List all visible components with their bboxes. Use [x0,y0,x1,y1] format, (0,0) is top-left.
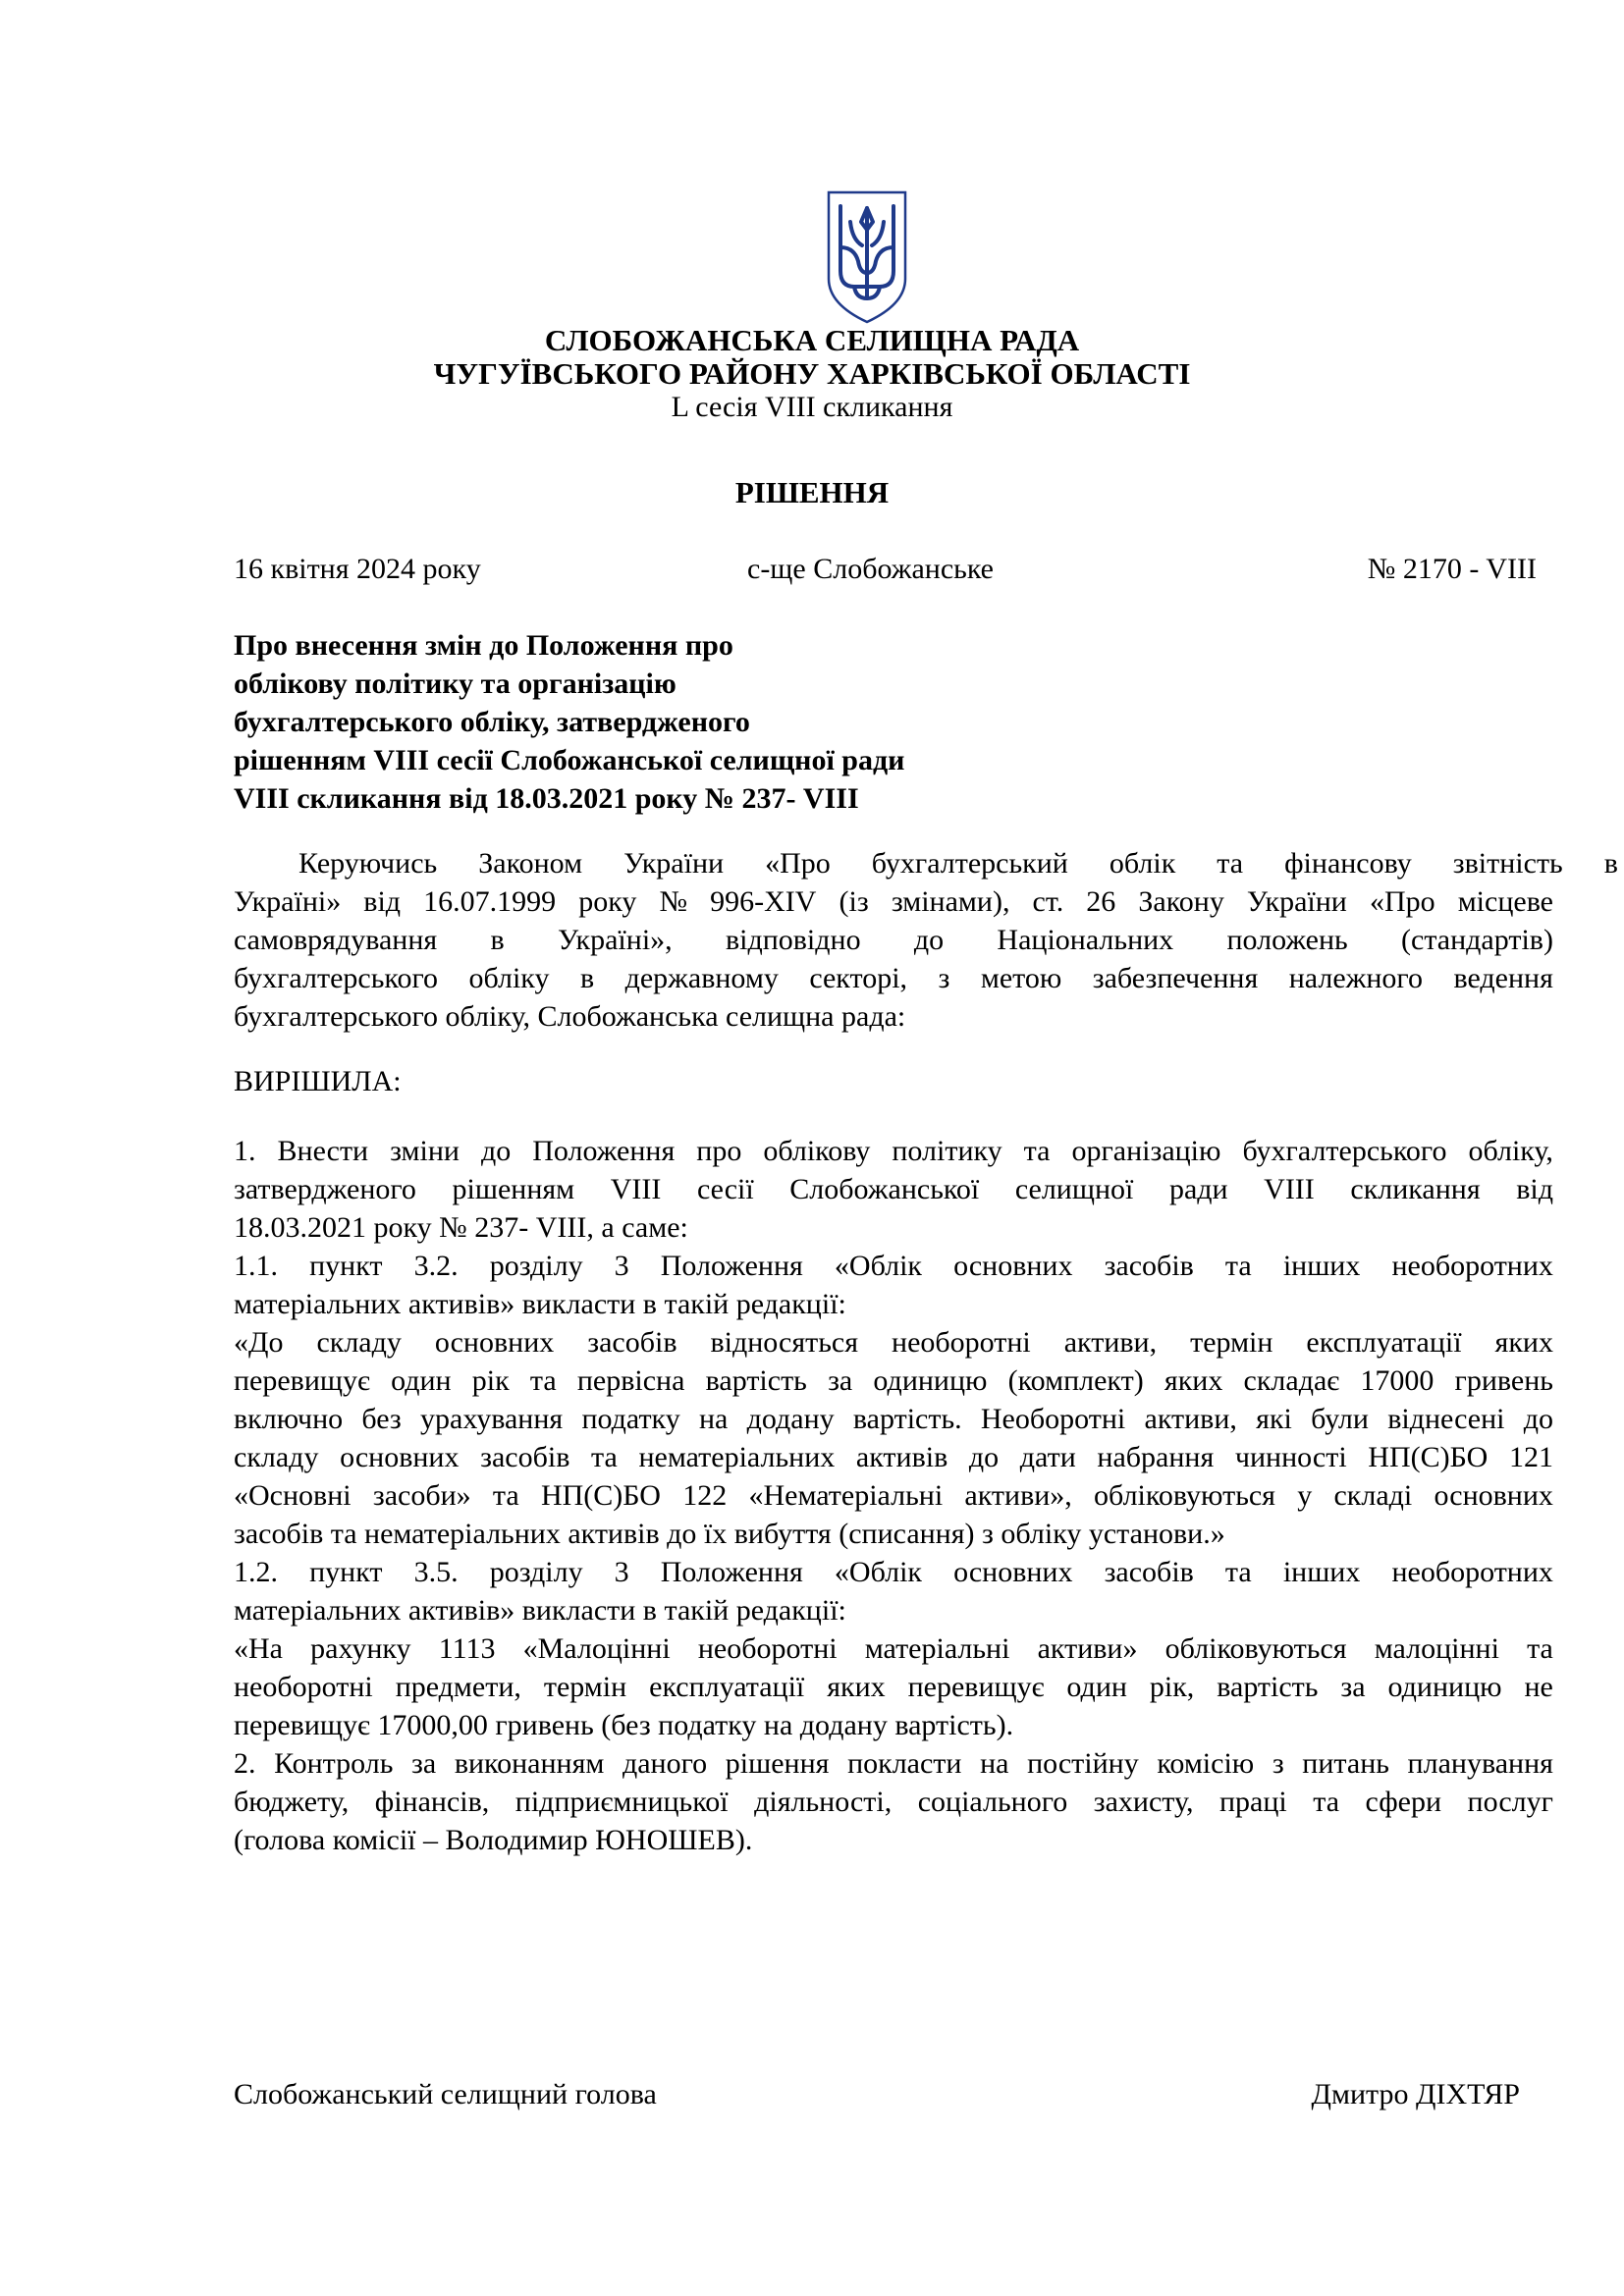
word: перевищує [907,1671,1045,1703]
word: (із [839,885,869,918]
word: активи, [1063,1326,1158,1359]
word: відносяться [710,1326,859,1359]
word: предмети, [395,1671,521,1703]
word: 1113 [438,1632,496,1665]
word: Контроль [274,1747,394,1780]
word: вартість. [852,1403,962,1435]
word: затвердженого [234,1173,416,1205]
word: в [1603,847,1618,880]
word: 3.2. [413,1250,459,1282]
word: за [1340,1671,1366,1703]
item-line [234,1476,1553,1515]
word: «Малоцінні [522,1632,671,1665]
word: підприємницької [514,1786,729,1818]
item-line [234,1247,1553,1285]
word: 17000 [1360,1364,1435,1397]
item-line [234,1362,1553,1400]
word: та [1313,1786,1340,1818]
word: нематеріальних [638,1441,836,1473]
word: в [490,924,505,956]
word: 3 [614,1250,629,1282]
word: основних [953,1250,1073,1282]
word: облікову [763,1135,871,1167]
word: рішення [725,1747,830,1780]
word: та [1217,847,1244,880]
preamble-line [234,921,1553,959]
word: на [698,1403,729,1435]
word: зміни [390,1135,460,1167]
word: пункт [309,1250,383,1282]
session-info: L сесія VIII скликання [671,391,953,423]
word: первісна [576,1364,685,1397]
word: необоротних [1391,1556,1553,1588]
word: з [938,962,950,994]
word: обліку [468,962,550,994]
word: засобів [480,1441,570,1473]
word: організацію [1071,1135,1221,1167]
signatory-title: Слобожанський селищний голова [234,2078,657,2110]
preamble-line [234,882,1553,921]
word: забезпечення [1092,962,1259,994]
word: та [1224,1556,1252,1588]
word: основних [1434,1479,1553,1512]
word: Положення [660,1250,803,1282]
word: Керуючись [298,847,438,880]
council-name: СЛОБОЖАНСЬКА СЕЛИЩНА РАДА [544,323,1080,357]
word: 1.1. [234,1250,278,1282]
word: яких [827,1671,886,1703]
word: бухгалтерський [871,847,1068,880]
word: 2. [234,1747,256,1780]
word: активи, [1144,1403,1237,1435]
document-type-title: РІШЕННЯ [734,475,890,509]
word: самоврядування [234,924,438,956]
word: «На [234,1632,283,1665]
word: складає [1243,1364,1340,1397]
word: до [1523,1403,1553,1435]
subject-line: облікову політику та організацію [234,667,677,700]
word: секторі, [809,962,908,994]
word: від [1516,1173,1553,1205]
word: та [492,1479,519,1512]
word: року [578,885,637,918]
word: соціального [917,1786,1068,1818]
word: не [1524,1671,1553,1703]
preamble-line [234,844,1618,882]
word: Положення [660,1556,803,1588]
word: основних [340,1441,460,1473]
word: рішенням [452,1173,575,1205]
word: 121 [1508,1441,1553,1473]
word: активи» [1037,1632,1138,1665]
word: діяльності, [754,1786,893,1818]
word: НП(С)БО [540,1479,661,1512]
word: Законом [478,847,583,880]
word: без [361,1403,402,1435]
word: обліковуються [1094,1479,1275,1512]
word: НП(С)БО [1368,1441,1489,1473]
item-line [234,1170,1553,1208]
word: одиницю [1387,1671,1502,1703]
word: та [1023,1135,1051,1167]
word: послуг [1467,1786,1553,1818]
preamble-line: бухгалтерського обліку, Слобожанська селищна рада: [234,1000,906,1033]
word: від [363,885,402,918]
word: «Облік [834,1556,922,1588]
item-line: засобів та нематеріальних активів до їх вибуття (списання) з обліку установи.» [234,1518,1225,1550]
word: необоротні [697,1632,838,1665]
word: складі [1333,1479,1413,1512]
ukraine-trident-emblem-icon [825,188,909,326]
item-line [234,1323,1553,1362]
word: активи», [964,1479,1072,1512]
word: місцеве [1457,885,1553,918]
word: та [1224,1250,1252,1282]
word: праці [1219,1786,1287,1818]
word: бюджету, [234,1786,350,1818]
word: гривень [1454,1364,1553,1397]
signature-block [234,2078,1520,2117]
word: до [480,1135,512,1167]
word: необоротні [892,1326,1031,1359]
word: віднесені [1387,1403,1505,1435]
word: 26 [1086,885,1116,918]
word: яких [1164,1364,1223,1397]
word: «Облік [834,1250,922,1282]
word: дати [1019,1441,1076,1473]
word: Положення [532,1135,676,1167]
word: 3 [614,1556,629,1588]
item-line [234,1553,1553,1591]
word: за [411,1747,437,1780]
word: до [913,924,945,956]
word: необоротних [1391,1250,1553,1282]
word: засобів [1104,1556,1194,1588]
item-line [234,1438,1553,1476]
word: рахунку [310,1632,411,1665]
word: «Основні [234,1479,352,1512]
subject-line: Про внесення змін до Положення про [234,629,733,662]
word: комісію [1157,1747,1255,1780]
word: положень [1226,924,1348,956]
word: інших [1282,1250,1361,1282]
word: урахування [420,1403,564,1435]
word: 16.07.1999 [423,885,557,918]
word: включно [234,1403,344,1435]
word: (комплект) [1007,1364,1144,1397]
word: Закону [1138,885,1224,918]
word: Внести [277,1135,369,1167]
word: скликання [1350,1173,1481,1205]
decision-number: № 2170 - VIII [1367,553,1537,585]
item-line: перевищує 17000,00 гривень (без податку на додану вартість). [234,1709,1014,1741]
word: даного [622,1747,708,1780]
word: питань [1302,1747,1389,1780]
word: ведення [1453,962,1553,994]
word: засоби» [372,1479,471,1512]
decision-items [234,1132,1553,1859]
word: VIII [610,1173,662,1205]
word: «Про [1369,885,1435,918]
word: 122 [682,1479,728,1512]
word: VIII [1264,1173,1315,1205]
word: основних [434,1326,555,1359]
word: основних [953,1556,1073,1588]
word: обліковуються [1164,1632,1347,1665]
word: додану [746,1403,835,1435]
item-line [234,1744,1553,1783]
word: були [1311,1403,1369,1435]
word: матеріальні [864,1632,1010,1665]
word: термін [543,1671,627,1703]
word: та [591,1441,618,1473]
word: облік [1109,847,1176,880]
word: які [1256,1403,1292,1435]
decision-date: 16 квітня 2024 року [234,553,481,585]
word: Національних [997,924,1174,956]
word: обліку, [1468,1135,1553,1167]
word: ст. [1032,885,1064,918]
word: постійну [1027,1747,1139,1780]
item-line [234,1400,1553,1438]
decision-place: с-ще Слобожанське [747,553,994,585]
word: захисту, [1093,1786,1194,1818]
word: покласти [847,1747,962,1780]
word: розділу [489,1250,583,1282]
word: пункт [309,1556,383,1588]
word: складу [316,1326,402,1359]
word: один [391,1364,452,1397]
word: політику [892,1135,1002,1167]
item-line [234,1783,1553,1821]
item-line [234,1132,1553,1170]
subject-line: VIII скликання від 18.03.2021 року № 237- VIII [234,782,859,815]
subject-line: рішенням VIII сесії Слобожанської селищної ради [234,744,905,776]
word: фінансову [1284,847,1412,880]
word: України [623,847,725,880]
word: та [1527,1632,1553,1665]
word: 1.2. [234,1556,278,1588]
item-line: (голова комісії – Володимир ЮНОШЕВ). [234,1824,753,1856]
word: рік, [1149,1671,1195,1703]
word: вартість [705,1364,807,1397]
word: рік [471,1364,510,1397]
preamble [234,844,1618,1036]
word: бухгалтерського [1242,1135,1447,1167]
word: вартість [1217,1671,1319,1703]
word: № [659,885,688,918]
item-line: матеріальних активів» викласти в такій редакції: [234,1594,846,1627]
word: державному [624,962,779,994]
preamble-line [234,959,1553,997]
word: Україні», [557,924,673,956]
word: Україні» [234,885,342,918]
decision-subject [234,626,1117,818]
word: на [980,1747,1009,1780]
word: «Про [765,847,831,880]
item-line [234,1629,1553,1668]
word: з [1272,1747,1284,1780]
word: змінами), [891,885,1010,918]
word: сесії [696,1173,754,1205]
word: перевищує [234,1364,370,1397]
word: 3.5. [413,1556,459,1588]
word: засобів [587,1326,677,1359]
item-line: матеріальних активів» викласти в такій редакції: [234,1288,846,1320]
word: Необоротні [980,1403,1126,1435]
word: малоцінні [1374,1632,1499,1665]
word: фінансів, [374,1786,490,1818]
word: про [696,1135,742,1167]
word: до [968,1441,1000,1473]
word: експлуатації [1306,1326,1462,1359]
word: «До [234,1326,284,1359]
word: яких [1494,1326,1553,1359]
decision-meta [234,553,1537,592]
word: належного [1288,962,1423,994]
item-line: 18.03.2021 року № 237- VIII, а саме: [234,1211,688,1244]
word: селищної [1014,1173,1134,1205]
word: ради [1168,1173,1228,1205]
word: (стандартів) [1401,924,1553,956]
word: експлуатації [649,1671,805,1703]
council-district: ЧУГУЇВСЬКОГО РАЙОНУ ХАРКІВСЬКОЇ ОБЛАСТІ [433,356,1191,391]
word: в [579,962,595,994]
word: активів [855,1441,948,1473]
word: метою [980,962,1062,994]
word: бухгалтерського [234,962,439,994]
word: України [1246,885,1347,918]
word: 1. [234,1135,256,1167]
item-line [234,1668,1553,1706]
word: термін [1190,1326,1273,1359]
word: податку [581,1403,680,1435]
word: інших [1282,1556,1361,1588]
word: відповідно [725,924,861,956]
word: Слобожанської [789,1173,980,1205]
word: та [529,1364,557,1397]
word: чинності [1234,1441,1347,1473]
word: одиницю [873,1364,988,1397]
council-header [0,324,1624,424]
resolved-label: ВИРІШИЛА: [234,1065,402,1097]
signatory-name: Дмитро ДІХТЯР [1311,2078,1520,2110]
word: необоротні [234,1671,373,1703]
word: «Нематеріальні [748,1479,944,1512]
word: набрання [1097,1441,1215,1473]
word: засобів [1104,1250,1194,1282]
word: виконанням [454,1747,605,1780]
word: складу [234,1441,319,1473]
word: планування [1407,1747,1553,1780]
subject-line: бухгалтерського обліку, затвердженого [234,706,750,738]
word: 996-XIV [710,885,817,918]
word: сфери [1365,1786,1442,1818]
word: розділу [489,1556,583,1588]
word: за [828,1364,853,1397]
word: один [1066,1671,1127,1703]
word: у [1297,1479,1313,1512]
word: звітність [1452,847,1563,880]
